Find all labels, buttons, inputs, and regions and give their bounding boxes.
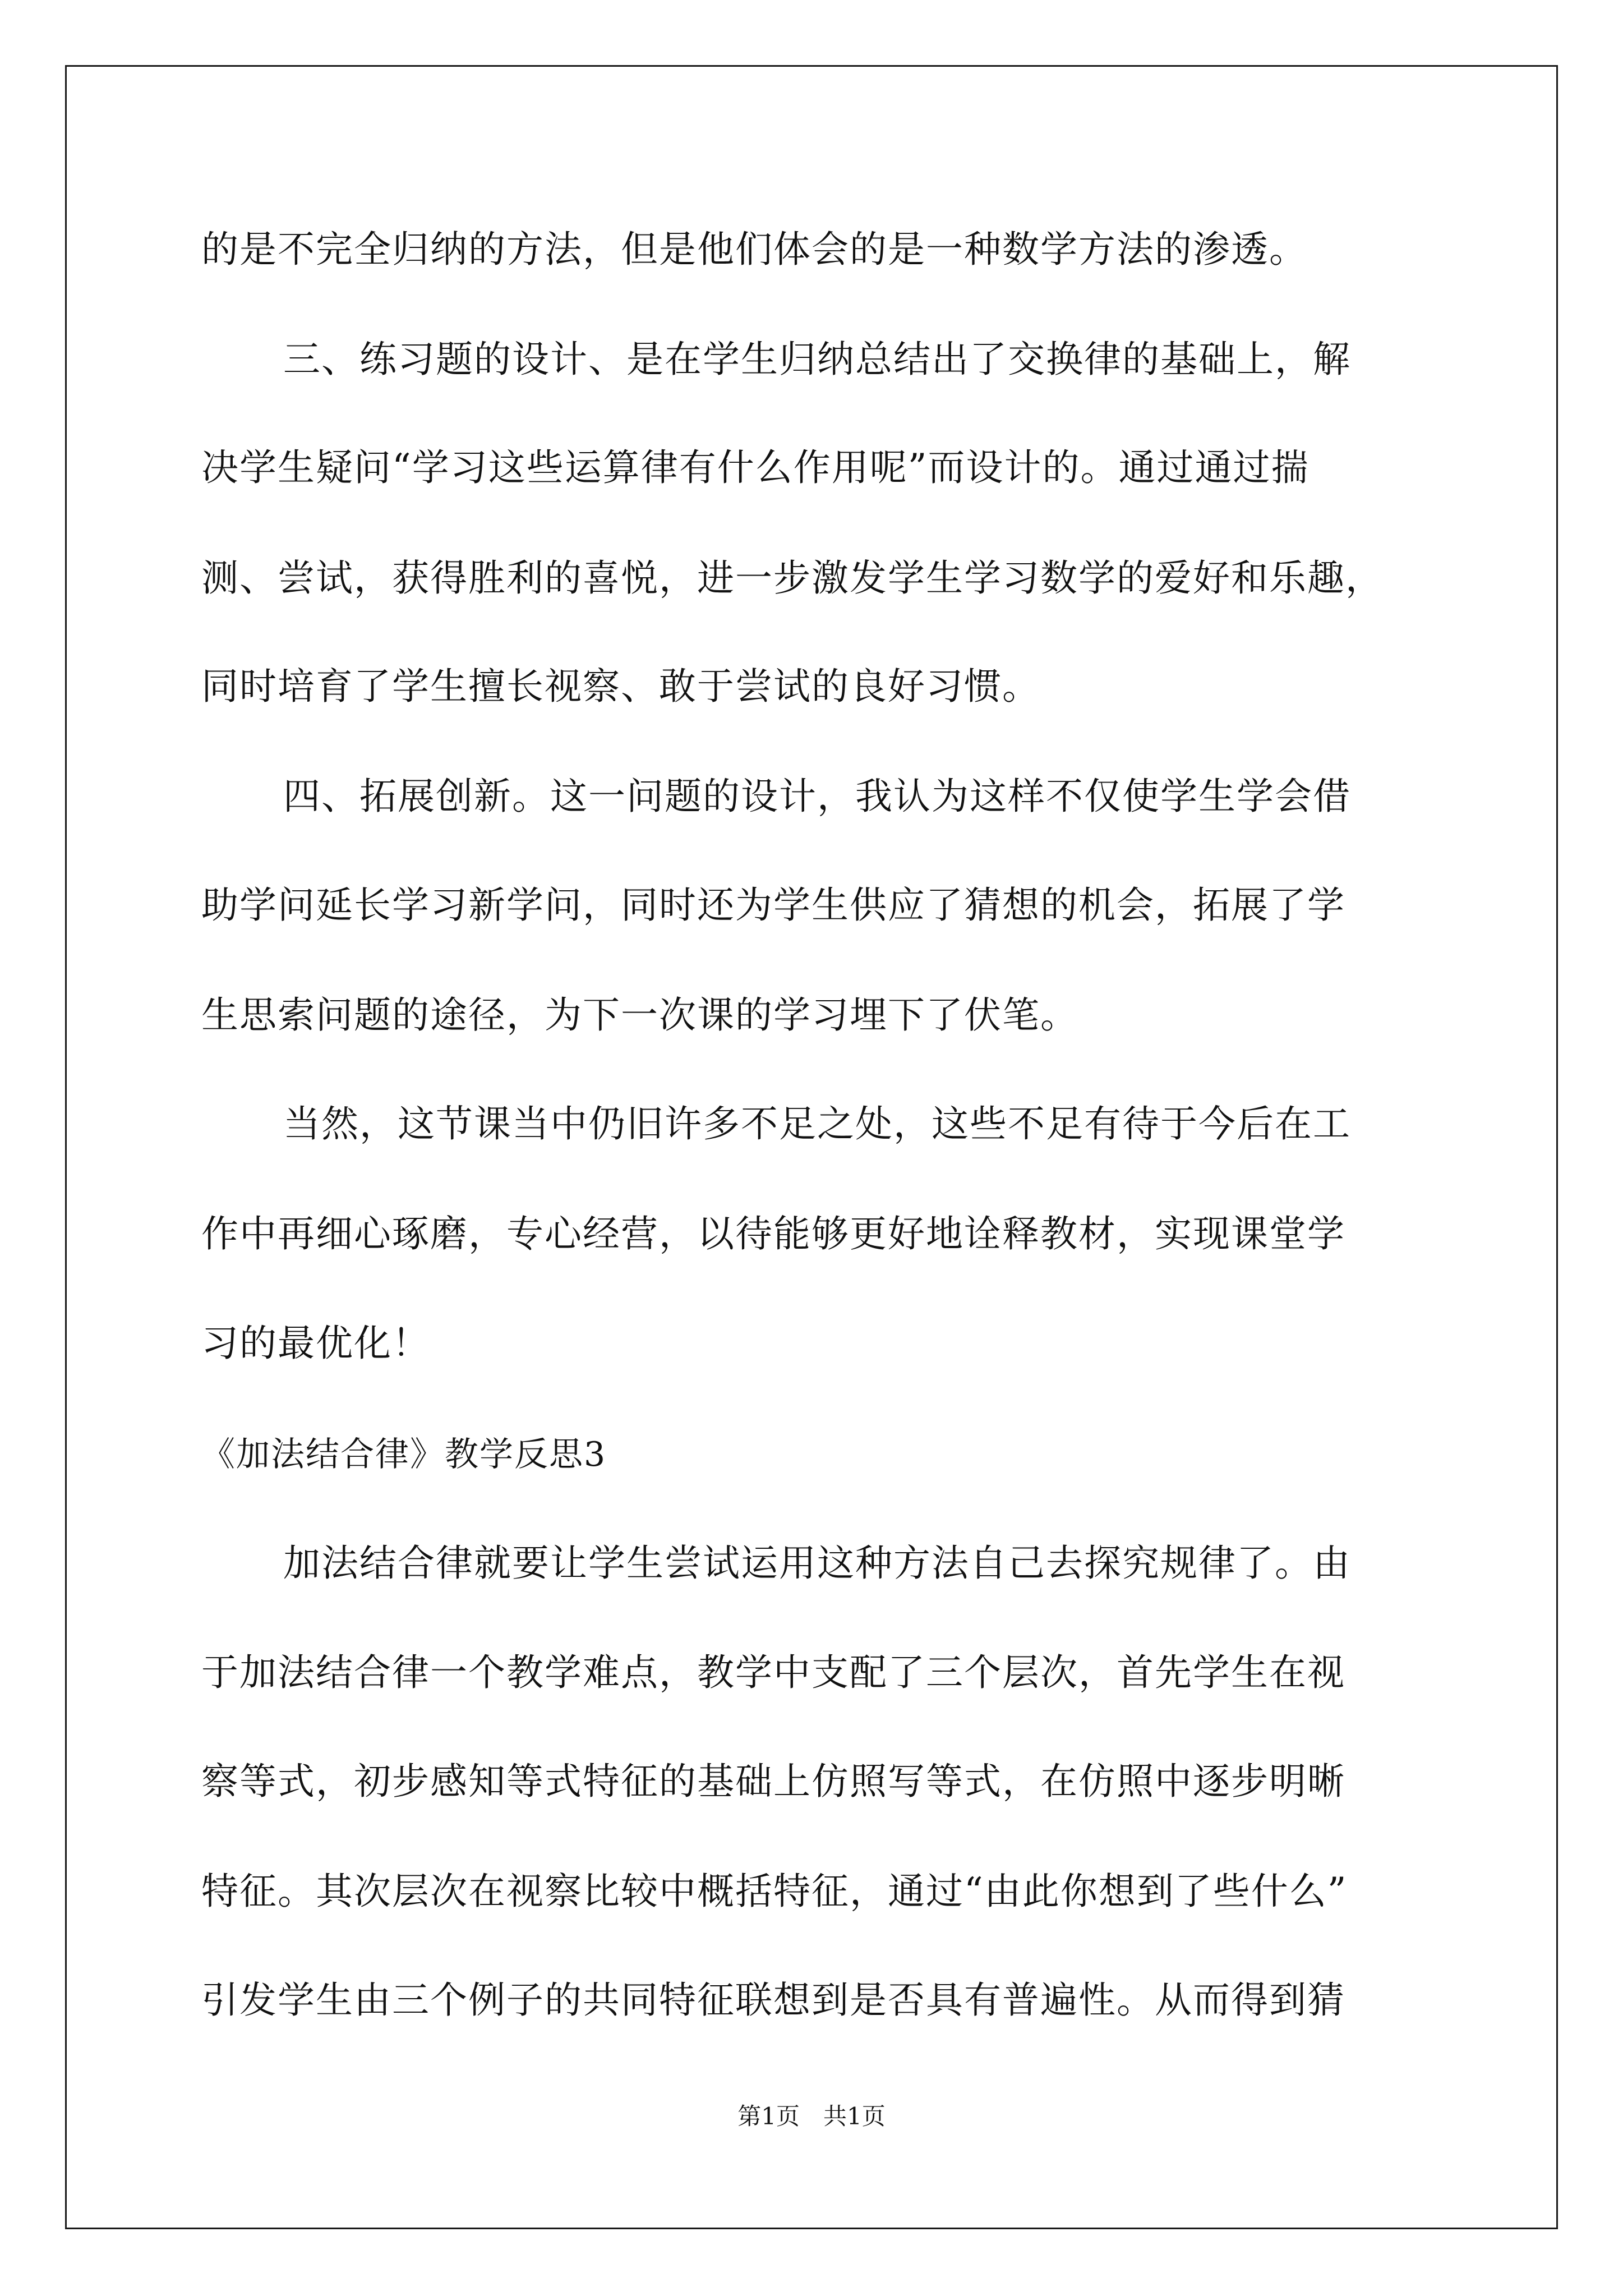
text-line: 助学问延长学习新学问，同时还为学生供应了猜想的机会，拓展了学 — [201, 884, 1345, 927]
text-line: 三、练习题的设计、是在学生归纳总结出了交换律的基础上，解 — [283, 338, 1351, 381]
text-line: 测、尝试，获得胜利的喜悦，进一步激发学生学习数学的爱好和乐趣， — [201, 556, 1384, 600]
text-line: 引发学生由三个例子的共同特征联想到是否具有普遍性。从而得到猜 — [201, 1978, 1345, 2022]
text-line: 习的最优化！ — [201, 1322, 430, 1365]
text-line: 的是不完全归纳的方法，但是他们体会的是一种数学方法的渗透。 — [201, 228, 1307, 271]
text-line: 同时培育了学生擅长视察、敢于尝试的良好习惯。 — [201, 665, 1040, 708]
text-line: 察等式，初步感知等式特征的基础上仿照写等式，在仿照中逐步明晰 — [201, 1760, 1345, 1803]
text-line: 决学生疑问“学习这些运算律有什么作用呢”而设计的。通过通过揣 — [201, 446, 1310, 489]
text-line: 特征。其次层次在视察比较中概括特征，通过“由此你想到了些什么” — [201, 1870, 1348, 1913]
text-line: 生思索问题的途径，为下一次课的学习埋下了伏笔。 — [201, 993, 1078, 1037]
text-line: 加法结合律就要让学生尝试运用这种方法自己去探究规律了。由 — [283, 1542, 1351, 1585]
section-heading: 《加法结合律》教学反思3 — [201, 1435, 607, 1474]
text-line: 四、拓展创新。这一问题的设计，我认为这样不仅使学生学会借 — [283, 775, 1351, 818]
text-line: 于加法结合律一个教学难点，教学中支配了三个层次，首先学生在视 — [201, 1651, 1345, 1694]
text-line: 作中再细心琢磨，专心经营，以待能够更好地诠释教材，实现课堂学 — [201, 1212, 1345, 1255]
text-line: 当然，这节课当中仍旧许多不足之处，这些不足有待于今后在工 — [283, 1102, 1351, 1145]
page-number: 第1页 共1页 — [737, 2102, 886, 2130]
